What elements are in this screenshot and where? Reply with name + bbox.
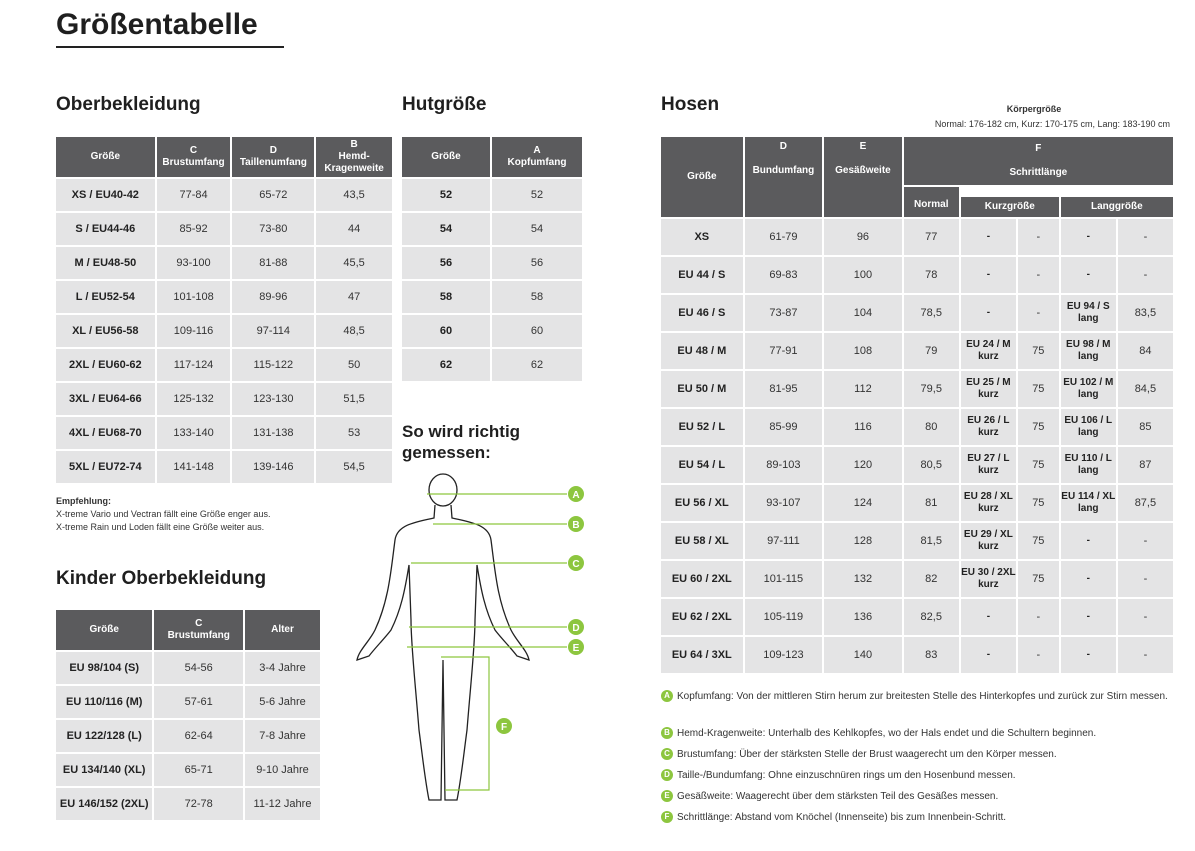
hosen-cell-ks: EU 27 / L kurz [961, 447, 1016, 483]
kinder-size-table [54, 608, 322, 822]
hosen-cell-e: 132 [824, 561, 902, 597]
hosen-row [661, 561, 1173, 597]
ober-cell: 109-116 [157, 315, 231, 347]
hut-row [402, 281, 582, 313]
lang-gap [1061, 187, 1173, 195]
hosen-cell-ls: EU 102 / M lang [1061, 371, 1116, 407]
hosen-col-gesaess: E Gesäßweite [824, 137, 902, 217]
hosen-cell-e: 128 [824, 523, 902, 559]
ober-cell: 50 [316, 349, 392, 381]
hosen-cell-n: 81 [904, 485, 959, 521]
hosen-row [661, 599, 1173, 635]
badge-a: A [572, 490, 580, 501]
kinder-cell: EU 134/140 (XL) [56, 754, 152, 786]
badge-b: B [572, 520, 580, 531]
hosen-cell-d: 73-87 [745, 295, 823, 331]
ober-cell: 43,5 [316, 179, 392, 211]
hosen-cell-lv: 87 [1118, 447, 1173, 483]
hosen-cell-d: 81-95 [745, 371, 823, 407]
ober-cell: 97-114 [232, 315, 314, 347]
hut-row [402, 349, 582, 381]
hosen-row [661, 257, 1173, 293]
hosen-cell-lv: - [1118, 637, 1173, 673]
legend-text: Hemd-Kragenweite: Unterhalb des Kehlkopfes, wo der Hals endet und die Schultern beginnen. [677, 728, 1097, 739]
hosen-cell-lv: 84,5 [1118, 371, 1173, 407]
ober-cell: M / EU48-50 [56, 247, 155, 279]
hosen-row [661, 637, 1173, 673]
hosen-cell-lv: - [1118, 599, 1173, 635]
hosen-cell-g: EU 60 / 2XL [661, 561, 743, 597]
hosen-col-kurz: Kurzgröße [961, 197, 1059, 217]
hosen-cell-g: EU 50 / M [661, 371, 743, 407]
measure-heading-line-2: gemessen: [402, 443, 491, 462]
hosen-cell-ks: EU 25 / M kurz [961, 371, 1016, 407]
kinder-row [56, 788, 320, 820]
ober-cell: 54,5 [316, 451, 392, 483]
ober-row [56, 247, 392, 279]
hosen-cell-n: 81,5 [904, 523, 959, 559]
hosen-cell-g: EU 62 / 2XL [661, 599, 743, 635]
ober-cell: 47 [316, 281, 392, 313]
ober-row [56, 383, 392, 415]
measure-badges [496, 486, 584, 734]
hosen-cell-ks: - [961, 295, 1016, 331]
kinder-row [56, 652, 320, 684]
hosen-cell-lv: - [1118, 257, 1173, 293]
ober-cell: 5XL / EU72-74 [56, 451, 155, 483]
hosen-cell-e: 140 [824, 637, 902, 673]
ober-cell: 131-138 [232, 417, 314, 449]
kinder-cell: 72-78 [154, 788, 243, 820]
legend-item [661, 689, 1181, 704]
ober-col-brust: C Brustumfang [157, 137, 231, 177]
hosen-cell-ks: EU 24 / M kurz [961, 333, 1016, 369]
hut-row [402, 179, 582, 211]
hosen-cell-n: 80 [904, 409, 959, 445]
hosen-cell-ls: EU 94 / S lang [1061, 295, 1116, 331]
hosen-cell-n: 77 [904, 219, 959, 255]
hosen-cell-g: XS [661, 219, 743, 255]
hosen-cell-ks: EU 26 / L kurz [961, 409, 1016, 445]
hut-heading: Hutgröße [402, 94, 487, 115]
measure-heading [402, 421, 520, 463]
hosen-cell-ls: EU 106 / L lang [1061, 409, 1116, 445]
legend-text: Schrittlänge: Abstand vom Knöchel (Innenseite) bis zum Innenbein-Schritt. [677, 812, 1007, 823]
hosen-col-groesse: Größe [661, 137, 743, 217]
hosen-cell-e: 120 [824, 447, 902, 483]
hosen-row [661, 295, 1173, 331]
measure-heading-line-1: So wird richtig [402, 422, 521, 441]
hosen-cell-d: 61-79 [745, 219, 823, 255]
hosen-cell-g: EU 64 / 3XL [661, 637, 743, 673]
ober-cell: 141-148 [157, 451, 231, 483]
hut-cell: 56 [492, 247, 582, 279]
kinder-cell: 65-71 [154, 754, 243, 786]
hosen-cell-kv: - [1018, 599, 1059, 635]
hosen-cell-ks: - [961, 599, 1016, 635]
legend-badge: B [661, 727, 673, 739]
hosen-cell-e: 96 [824, 219, 902, 255]
kinder-row [56, 720, 320, 752]
ober-cell: 133-140 [157, 417, 231, 449]
ober-row [56, 213, 392, 245]
hosen-cell-ls: - [1061, 219, 1116, 255]
ober-row [56, 451, 392, 483]
ober-cell: XS / EU40-42 [56, 179, 155, 211]
ober-col-groesse: Größe [56, 137, 155, 177]
hut-cell: 58 [492, 281, 582, 313]
hosen-cell-d: 77-91 [745, 333, 823, 369]
hosen-cell-e: 124 [824, 485, 902, 521]
hosen-cell-lv: 87,5 [1118, 485, 1173, 521]
badge-d: D [572, 623, 580, 634]
hosen-cell-ks: EU 28 / XL kurz [961, 485, 1016, 521]
hosen-cell-ls: EU 110 / L lang [1061, 447, 1116, 483]
badge-c: C [572, 559, 580, 570]
hosen-row [661, 333, 1173, 369]
hosen-cell-d: 101-115 [745, 561, 823, 597]
hosen-cell-n: 80,5 [904, 447, 959, 483]
hosen-cell-lv: 84 [1118, 333, 1173, 369]
hosen-cell-ks: - [961, 257, 1016, 293]
hosen-cell-n: 82 [904, 561, 959, 597]
ober-cell: 125-132 [157, 383, 231, 415]
kinder-cell: 9-10 Jahre [245, 754, 320, 786]
hut-row [402, 315, 582, 347]
hosen-cell-g: EU 58 / XL [661, 523, 743, 559]
ober-cell: L / EU52-54 [56, 281, 155, 313]
hosen-cell-lv: - [1118, 523, 1173, 559]
kinder-col-brust: C Brustumfang [154, 610, 243, 650]
hosen-cell-kv: 75 [1018, 523, 1059, 559]
hosen-cell-kv: - [1018, 219, 1059, 255]
legend-item [661, 726, 1181, 741]
kinder-cell: EU 98/104 (S) [56, 652, 152, 684]
ober-heading: Oberbekleidung [56, 94, 201, 115]
hut-row [402, 213, 582, 245]
hosen-cell-d: 89-103 [745, 447, 823, 483]
legend-item [661, 810, 1181, 825]
legend-badge: A [661, 690, 673, 702]
ober-cell: 139-146 [232, 451, 314, 483]
note-title: Empfehlung: [56, 496, 111, 506]
hut-cell: 52 [402, 179, 490, 211]
ober-row [56, 179, 392, 211]
ober-cell: 3XL / EU64-66 [56, 383, 155, 415]
legend-text: Kopfumfang: Von der mittleren Stirn herum zur breitesten Stelle des Hinterkopfes und zurück zur Stirn messen. [677, 691, 1168, 702]
hosen-col-lang: Langgröße [1061, 197, 1173, 217]
hosen-cell-kv: 75 [1018, 561, 1059, 597]
body-measure-diagram [345, 470, 595, 815]
title-underline [56, 46, 284, 48]
hosen-cell-lv: - [1118, 219, 1173, 255]
legend-text: Brustumfang: Über der stärksten Stelle der Brust waagerecht um den Körper messen. [677, 749, 1057, 760]
hosen-row [661, 523, 1173, 559]
ober-cell: 44 [316, 213, 392, 245]
hut-cell: 58 [402, 281, 490, 313]
ober-cell: 77-84 [157, 179, 231, 211]
hosen-cell-n: 83 [904, 637, 959, 673]
legend-item [661, 789, 1181, 804]
kinder-col-groesse: Größe [56, 610, 152, 650]
kinder-cell: 57-61 [154, 686, 243, 718]
ober-cell: XL / EU56-58 [56, 315, 155, 347]
hosen-cell-n: 79,5 [904, 371, 959, 407]
hut-size-table [400, 135, 584, 383]
hosen-cell-ks: - [961, 637, 1016, 673]
ober-cell: 117-124 [157, 349, 231, 381]
hosen-cell-lv: 83,5 [1118, 295, 1173, 331]
kinder-cell: 54-56 [154, 652, 243, 684]
ober-cell: 2XL / EU60-62 [56, 349, 155, 381]
badge-e: E [572, 643, 580, 654]
hosen-cell-g: EU 48 / M [661, 333, 743, 369]
hosen-cell-g: EU 56 / XL [661, 485, 743, 521]
hosen-cell-ls: EU 114 / XL lang [1061, 485, 1116, 521]
hosen-col-normal: Normal [904, 187, 959, 217]
hut-cell: 62 [402, 349, 490, 381]
hosen-cell-kv: 75 [1018, 485, 1059, 521]
koerper-sub: Normal: 176-182 cm, Kurz: 170-175 cm, Lang: 183-190 cm [934, 119, 1170, 129]
hosen-cell-d: 109-123 [745, 637, 823, 673]
ober-row [56, 281, 392, 313]
hosen-cell-d: 69-83 [745, 257, 823, 293]
hosen-cell-kv: 75 [1018, 447, 1059, 483]
hosen-cell-n: 79 [904, 333, 959, 369]
ober-cell: 85-92 [157, 213, 231, 245]
hut-cell: 60 [402, 315, 490, 347]
measure-lines [407, 494, 567, 790]
hosen-cell-d: 97-111 [745, 523, 823, 559]
legend-item [661, 747, 1181, 762]
hut-row [402, 247, 582, 279]
kinder-cell: 5-6 Jahre [245, 686, 320, 718]
ober-row [56, 349, 392, 381]
hosen-cell-g: EU 44 / S [661, 257, 743, 293]
ober-row [56, 315, 392, 347]
ober-cell: 65-72 [232, 179, 314, 211]
hosen-row [661, 447, 1173, 483]
body-outline [357, 474, 529, 800]
hosen-cell-ls: - [1061, 599, 1116, 635]
legend-text: Taille-/Bundumfang: Ohne einzuschnüren rings um den Hosenbund messen. [677, 770, 1016, 781]
note-line-1: X-treme Vario und Vectran fällt eine Größe enger aus. [56, 509, 271, 519]
hosen-cell-d: 105-119 [745, 599, 823, 635]
ober-cell: 4XL / EU68-70 [56, 417, 155, 449]
ober-cell: 89-96 [232, 281, 314, 313]
page-title: Größentabelle [56, 8, 258, 41]
kurz-gap [961, 187, 1059, 195]
hosen-cell-lv: 85 [1118, 409, 1173, 445]
hosen-cell-ls: - [1061, 561, 1116, 597]
hut-cell: 60 [492, 315, 582, 347]
hosen-cell-e: 116 [824, 409, 902, 445]
hosen-cell-g: EU 52 / L [661, 409, 743, 445]
hosen-cell-ls: - [1061, 257, 1116, 293]
kinder-row [56, 754, 320, 786]
hosen-cell-n: 82,5 [904, 599, 959, 635]
ober-cell: S / EU44-46 [56, 213, 155, 245]
hosen-cell-d: 93-107 [745, 485, 823, 521]
legend-badge: E [661, 790, 673, 802]
ober-size-table [54, 135, 394, 485]
ober-cell: 93-100 [157, 247, 231, 279]
ober-cell: 48,5 [316, 315, 392, 347]
ober-cell: 115-122 [232, 349, 314, 381]
ober-col-taille: D Taillenumfang [232, 137, 314, 177]
hosen-cell-ls: - [1061, 637, 1116, 673]
hosen-cell-d: 85-99 [745, 409, 823, 445]
kinder-cell: 62-64 [154, 720, 243, 752]
hosen-cell-lv: - [1118, 561, 1173, 597]
hosen-cell-kv: - [1018, 257, 1059, 293]
hosen-cell-kv: 75 [1018, 333, 1059, 369]
badge-f: F [500, 722, 508, 733]
hosen-size-table [659, 135, 1175, 675]
hut-cell: 62 [492, 349, 582, 381]
hosen-heading: Hosen [661, 94, 720, 115]
hosen-cell-e: 136 [824, 599, 902, 635]
ober-col-kragen: B Hemd-Kragenweite [316, 137, 392, 177]
hosen-cell-ks: EU 29 / XL kurz [961, 523, 1016, 559]
hosen-cell-ls: EU 98 / M lang [1061, 333, 1116, 369]
hosen-cell-g: EU 54 / L [661, 447, 743, 483]
hosen-cell-kv: 75 [1018, 409, 1059, 445]
ober-cell: 101-108 [157, 281, 231, 313]
ober-cell: 123-130 [232, 383, 314, 415]
hut-cell: 54 [492, 213, 582, 245]
hosen-row [661, 409, 1173, 445]
kinder-cell: EU 122/128 (L) [56, 720, 152, 752]
hosen-cell-e: 104 [824, 295, 902, 331]
kinder-cell: 3-4 Jahre [245, 652, 320, 684]
hosen-row [661, 485, 1173, 521]
koerper-title: Körpergröße [1006, 104, 1062, 114]
legend-item [661, 768, 1181, 783]
legend-badge: F [661, 811, 673, 823]
hosen-cell-ks: EU 30 / 2XL kurz [961, 561, 1016, 597]
ober-cell: 81-88 [232, 247, 314, 279]
legend-text: Gesäßweite: Waagerecht über dem stärksten Teil des Gesäßes messen. [677, 791, 999, 802]
hut-cell: 54 [402, 213, 490, 245]
kinder-cell: EU 146/152 (2XL) [56, 788, 152, 820]
hosen-col-schritt: F Schrittlänge [904, 137, 1173, 185]
hosen-row [661, 371, 1173, 407]
kinder-row [56, 686, 320, 718]
legend-badge: C [661, 748, 673, 760]
hosen-cell-n: 78,5 [904, 295, 959, 331]
hosen-cell-e: 100 [824, 257, 902, 293]
ober-cell: 51,5 [316, 383, 392, 415]
hut-cell: 52 [492, 179, 582, 211]
ober-cell: 53 [316, 417, 392, 449]
hut-col-groesse: Größe [402, 137, 490, 177]
kinder-heading: Kinder Oberbekleidung [56, 568, 267, 589]
hosen-cell-ks: - [961, 219, 1016, 255]
ober-row [56, 417, 392, 449]
hosen-cell-e: 112 [824, 371, 902, 407]
legend-badge: D [661, 769, 673, 781]
hosen-col-bund: D Bundumfang [745, 137, 823, 217]
hosen-cell-kv: - [1018, 295, 1059, 331]
hosen-cell-kv: - [1018, 637, 1059, 673]
hosen-cell-e: 108 [824, 333, 902, 369]
hut-col-kopf: A Kopfumfang [492, 137, 582, 177]
hosen-cell-g: EU 46 / S [661, 295, 743, 331]
hut-cell: 56 [402, 247, 490, 279]
hosen-row [661, 219, 1173, 255]
ober-cell: 45,5 [316, 247, 392, 279]
kinder-cell: EU 110/116 (M) [56, 686, 152, 718]
ober-note [56, 495, 270, 534]
hosen-cell-ls: - [1061, 523, 1116, 559]
kinder-cell: 11-12 Jahre [245, 788, 320, 820]
kinder-cell: 7-8 Jahre [245, 720, 320, 752]
ober-cell: 73-80 [232, 213, 314, 245]
hosen-cell-kv: 75 [1018, 371, 1059, 407]
kinder-col-alter: Alter [245, 610, 320, 650]
note-line-2: X-treme Rain und Loden fällt eine Größe weiter aus. [56, 522, 265, 532]
hosen-cell-n: 78 [904, 257, 959, 293]
